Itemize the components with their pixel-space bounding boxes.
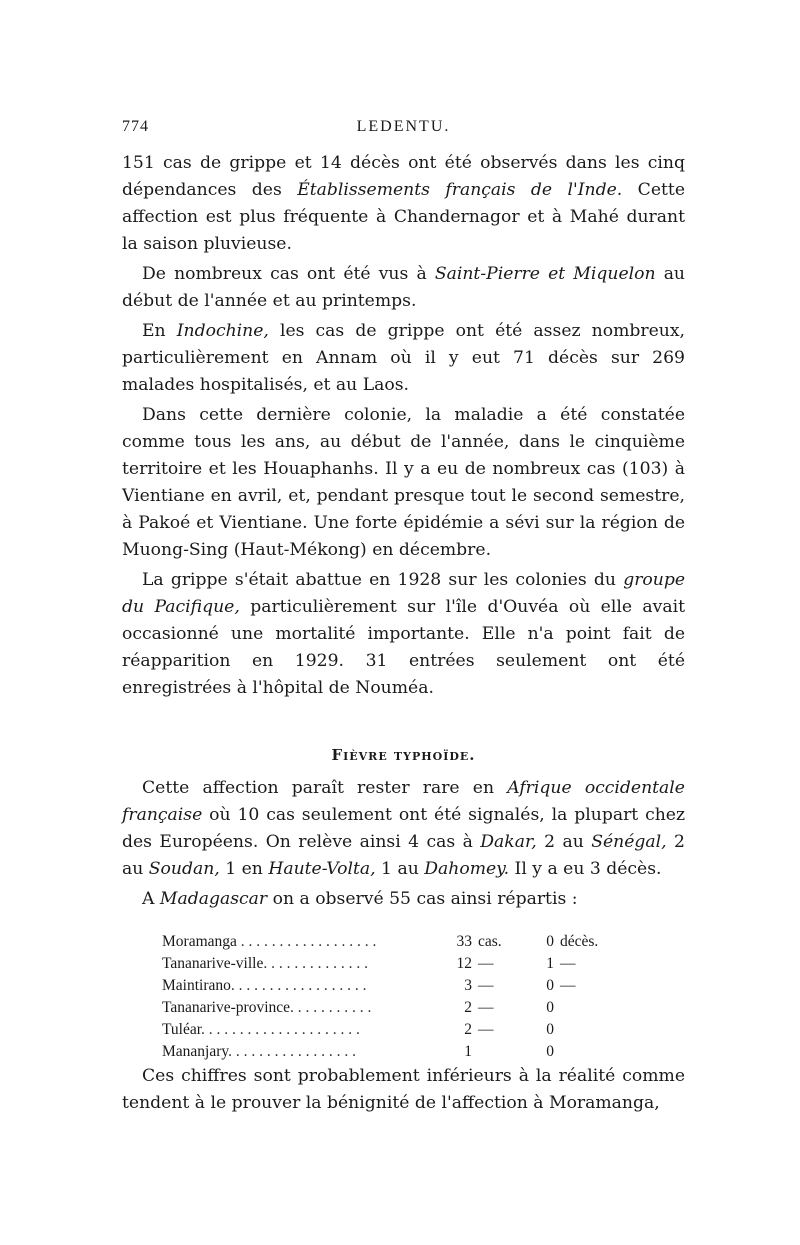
text-span: au début de l'année et au printemps.: [122, 264, 686, 311]
text-span: 151 cas de grippe et 14 décès ont été observés dans les cinq dépendances des: [122, 153, 685, 200]
cases-count: 2: [464, 999, 472, 1016]
text-span: A: [142, 889, 160, 909]
italic-span: Madagascar: [159, 889, 268, 909]
cases-label: cas.: [478, 933, 502, 950]
paragraph-inde: [122, 150, 685, 258]
place-cell: [162, 1019, 432, 1041]
italic-span: Soudan,: [148, 859, 220, 879]
italic-span: Indochine,: [176, 321, 269, 341]
deaths-count: 0: [546, 1021, 554, 1038]
text-span: 1 au: [375, 859, 425, 879]
italic-span: Établissements français de l'Inde.: [297, 180, 623, 200]
deaths-count: 0: [546, 1043, 554, 1060]
cases-label: —: [478, 1021, 494, 1038]
text-span: particulièrement sur l'île d'Ouvéa où elle avait occasionné une mortalité importante. Elle n'a point fait de réapparition en 1929. 31 entrées seulement ont été enregistrées à l'hôpital de Nouméa.: [122, 597, 685, 698]
paragraph-madagascar: [122, 886, 685, 913]
text-span: De nombreux cas ont été vus à: [142, 264, 435, 284]
italic-span: Dahomey.: [424, 859, 510, 879]
place-name: Tuléar: [162, 1021, 202, 1038]
deaths-label: —: [560, 955, 576, 972]
paragraph-saint-pierre: [122, 261, 685, 315]
leader-dots: . . . . . . . . . . . . . . . . . .: [230, 977, 367, 994]
paragraph-laos: [122, 402, 685, 564]
italic-span: Sénégal,: [591, 832, 667, 852]
leader-dots: . . . . . . . . . . . . . . . . . .: [236, 933, 377, 950]
cases-label: —: [478, 955, 494, 972]
place-cell: [162, 997, 432, 1019]
section-title: [122, 742, 685, 769]
text-span: 1 en: [219, 859, 269, 879]
deaths-count: 0: [546, 999, 554, 1016]
paragraph-pacifique: [122, 567, 685, 702]
running-title: LEDENTU.: [356, 118, 451, 135]
place-name: Maintirano: [162, 977, 231, 994]
table-row: [162, 1019, 620, 1041]
place-name: Tananarive-province: [162, 999, 291, 1016]
text-span: Il y a eu 3 décès.: [509, 859, 662, 879]
text-span: les cas de grippe ont été assez nombreux, particulièrement en Annam où il y eut 71 décès sur 269 malades hospitalisés, et au Laos.: [122, 321, 685, 395]
text-span: Dans cette dernière colonie, la maladie a été constatée comme tous les ans, au début de l'année, dans le cinquième territoire et les Houaphanhs. Il y a eu de nombreux cas (103) à Vientiane en avril, et, pendant presque tout le second semestre, à Pakoé et Vientiane. Une forte épidémie a sévi sur la région de Muong-Sing (Haut-Mékong) en décembre.: [122, 405, 685, 560]
table-body: [162, 931, 620, 1063]
place-cell: [162, 975, 432, 997]
cases-count: 1: [464, 1043, 472, 1060]
place-name: Moramanga: [162, 933, 237, 950]
table-row: [162, 975, 620, 997]
deaths-count: 0: [546, 933, 554, 950]
deaths-label: [560, 1019, 620, 1041]
table-row: [162, 1041, 620, 1063]
text-span: 2 au: [122, 832, 685, 879]
paragraph-closing: [122, 1063, 685, 1117]
text-span: 2 au: [536, 832, 592, 852]
place-cell: [162, 931, 432, 953]
cases-count: 33: [456, 933, 472, 950]
deaths-label: décès.: [560, 933, 599, 950]
running-head: [122, 118, 685, 140]
leader-dots: . . . . . . . . . . . . . .: [263, 955, 368, 972]
place-cell: [162, 1041, 432, 1063]
cases-count: 12: [456, 955, 472, 972]
italic-span: Afrique occidentale française: [122, 778, 685, 825]
cases-label: —: [478, 977, 494, 994]
table-row: [162, 931, 620, 953]
cases-label: —: [478, 999, 494, 1016]
text-span: La grippe s'était abattue en 1928 sur les colonies du: [142, 570, 624, 590]
deaths-label: [560, 1041, 620, 1063]
table-row: [162, 997, 620, 1019]
deaths-count: 1: [546, 955, 554, 972]
cases-count: 3: [464, 977, 472, 994]
cases-count: 2: [464, 1021, 472, 1038]
deaths-label: [560, 997, 620, 1019]
leader-dots: . . . . . . . . . . .: [290, 999, 372, 1016]
italic-span: groupe du Pacifique,: [122, 570, 685, 617]
cases-label: [478, 1041, 526, 1063]
page-number: 774: [122, 118, 149, 135]
paragraph-indochine: [122, 318, 685, 399]
italic-span: Haute-Volta,: [268, 859, 376, 879]
italic-span: Saint-Pierre et Miquelon: [434, 264, 656, 284]
text-span: Cette affection paraît rester rare en: [142, 778, 508, 798]
madagascar-cases-table: [162, 931, 620, 1063]
place-cell: [162, 953, 432, 975]
table-row: [162, 953, 620, 975]
italic-span: Dakar,: [480, 832, 537, 852]
paragraph-aof: [122, 775, 685, 883]
deaths-label: —: [560, 977, 576, 994]
text-span: où 10 cas seulement ont été signalés, la plupart chez des Européens. On relève ainsi 4 cas à: [122, 805, 685, 852]
place-name: Tananarive-ville: [162, 955, 264, 972]
section-title-text: Fièvre typhoïde.: [331, 746, 476, 764]
leader-dots: . . . . . . . . . . . . . . . . . . . . .: [201, 1021, 360, 1038]
page-body: [122, 150, 685, 1117]
text-span: En: [142, 321, 177, 341]
text-span: Cette affection est plus fréquente à Chandernagor et à Mahé durant la saison pluvieuse.: [122, 180, 685, 254]
deaths-count: 0: [546, 977, 554, 994]
text-span: on a observé 55 cas ainsi répartis :: [267, 889, 578, 909]
text-span: Ces chiffres sont probablement inférieurs à la réalité comme tendent à le prouver la bénignité de l'affection à Moramanga,: [122, 1066, 685, 1113]
leader-dots: . . . . . . . . . . . . . . . . .: [228, 1043, 357, 1060]
place-name: Mananjary: [162, 1043, 229, 1060]
